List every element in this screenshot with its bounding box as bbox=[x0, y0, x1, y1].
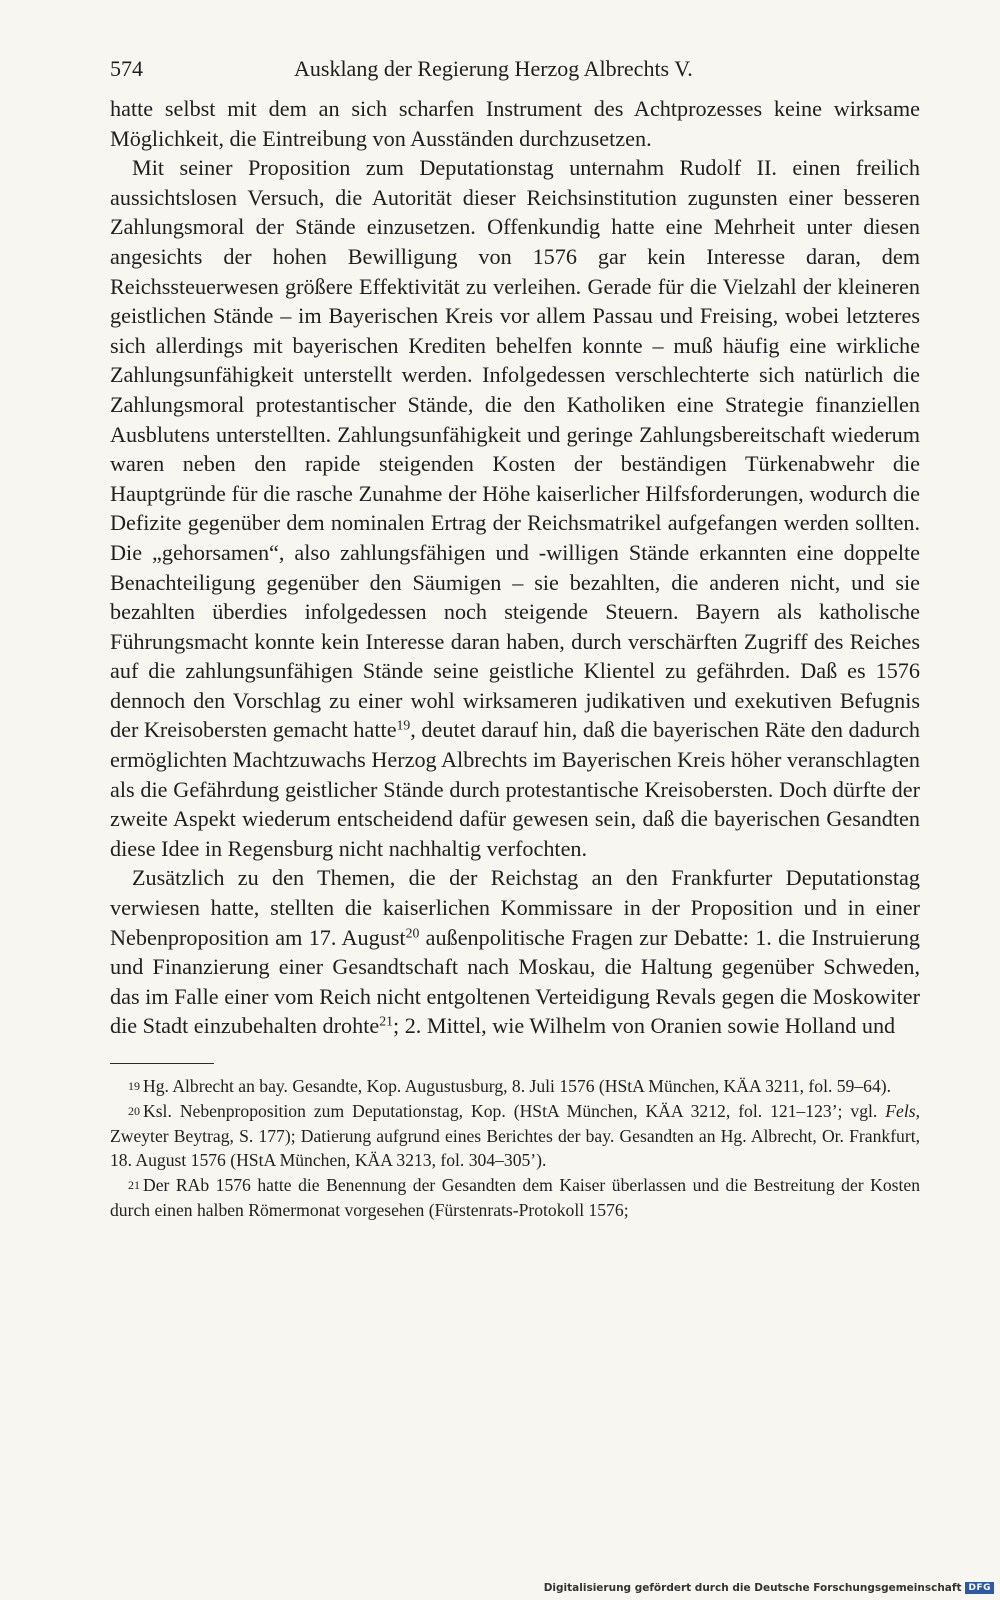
paragraph-3-text-c: ; 2. Mittel, wie Wilhelm von Oranien sowie Holland und bbox=[393, 1013, 896, 1039]
footnote-21 bbox=[110, 1173, 920, 1222]
footnote-marker: 20 bbox=[128, 1104, 140, 1118]
body-text bbox=[110, 94, 920, 1041]
footnote-ref-21[interactable]: 21 bbox=[379, 1013, 393, 1029]
page-number: 574 bbox=[110, 56, 143, 81]
footnote-divider bbox=[110, 1063, 214, 1064]
paragraph-3-text-a: Zusätzlich zu den Themen, die der Reichstag an den Frankfurter Deputationstag verwiesen hatte, stellten die kaiserlichen Kommissare in der Proposition und in einer Nebenproposition am 17. August bbox=[110, 865, 920, 950]
page-header bbox=[110, 50, 920, 92]
footnotes bbox=[110, 1074, 920, 1222]
paragraph-1: hatte selbst mit dem an sich scharfen Instrument des Achtprozesses keine wirksame Möglichkeit, die Eintreibung von Ausständen durchzusetzen. bbox=[110, 96, 920, 151]
footnote-text-b: , Zweyter Beytrag, S. 177); Datierung aufgrund eines Berichtes der bay. Gesandten an Hg. Albrecht, Or. Frankfurt, 18. August 1576 (HStA München, KÄA 3213, fol. 304–305’). bbox=[110, 1100, 920, 1171]
footnote-ref-19[interactable]: 19 bbox=[396, 717, 411, 733]
footnote-19 bbox=[110, 1074, 920, 1099]
footnote-ref-20[interactable]: 20 bbox=[405, 925, 420, 941]
footnote-marker: 21 bbox=[128, 1177, 140, 1192]
footnote-author-italic: Fels bbox=[885, 1100, 916, 1121]
dfg-logo-icon: DFG bbox=[965, 1582, 994, 1594]
footnote-text: Hg. Albrecht an bay. Gesandte, Kop. Augustusburg, 8. Juli 1576 (HStA München, KÄA 3211, fol. 59–64). bbox=[143, 1076, 891, 1096]
book-page bbox=[110, 50, 920, 1590]
footnote-text-a: Ksl. Nebenproposition zum Deputationstag, Kop. (HStA München, KÄA 3212, fol. 121–123’; vgl. bbox=[143, 1100, 886, 1121]
footnote-text: Der RAb 1576 hatte die Benennung der Gesandten dem Kaiser überlassen und die Bestreitung der Kosten durch einen halben Römermonat vorgesehen (Fürstenrats-Protokoll 1576; bbox=[110, 1174, 920, 1220]
paragraph-2-text-b: , deutet darauf hin, daß die bayerischen Räte den dadurch ermöglichten Machtzuwachs Herzog Albrechts im Bayerischen Kreis höher veranschlagten als die Gefährdung geistlicher Stände durch protestantische Kreisobersten. Doch dürfte der zweite Aspekt wiederum entscheidend dafür gewesen sein, daß die bayerischen Gesandten diese Idee in Regensburg nicht nachhaltig verfochten. bbox=[110, 717, 920, 861]
paragraph-3-text-b: außenpolitische Fragen zur Debatte: 1. die Instruierung und Finanzierung einer Gesandtschaft nach Moskau, die Haltung gegenüber Schweden, das im Falle einer vom Reich nicht entgoltenen Verteidigung Revals gegen die Moskowiter die Stadt einzubehalten drohte bbox=[110, 924, 920, 1039]
footnote-20 bbox=[110, 1099, 920, 1173]
running-head: Ausklang der Regierung Herzog Albrechts V. bbox=[294, 56, 693, 81]
paragraph-3 bbox=[110, 863, 920, 1041]
paragraph-2-text-a: Mit seiner Proposition zum Deputationstag unternahm Rudolf II. einen freilich aussichtslosen Versuch, die Autorität dieser Reichsinstitution zugunsten einer besseren Zahlungsmoral der Stände einzusetzen. Offenkundig hatte eine Mehrheit unter diesen angesichts der hohen Bewilligung von 1576 gar kein Interesse daran, dem Reichssteuerwesen größere Effektivität zu verleihen. Gerade für die Vielzahl der kleineren geistlichen Stände – im Bayerischen Kreis vor allem Passau und Freising, wobei letzteres sich allerdings mit bayerischen Krediten behelfen konnte – muß häufig eine wirkliche Zahlungsunfähigkeit unterstellt werden. Infolgedessen verschlechterte sich natürlich die Zahlungsmoral protestantischer Stände, die den Katholiken eine Strategie finanziellen Ausblutens unterstellten. Zahlungsunfähigkeit und geringe Zahlungsbereitschaft wiederum waren neben den rapide steigenden Kosten der beständigen Türkenabwehr die Hauptgründe für die rasche Zunahme der Höhe kaiserlicher Hilfsforderungen, wodurch die Defizite gegenüber dem nominalen Ertrag der Reichsmatrikel aufgefangen werden sollten. Die „gehorsamen“, also zahlungsfähigen und -willigen Stände erkannten eine doppelte Benachteiligung gegenüber den Säumigen – sie bezahlten, die anderen nicht, und sie bezahlten überdies infolgedessen noch steigende Steuern. Bayern als katholische Führungsmacht konnte kein Interesse daran haben, durch verschärften Zugriff des Reiches auf die zahlungsunfähigen Stände seine geistliche Klientel zu gefährden. Daß es 1576 dennoch den Vorschlag zu einer wohl wirksameren judikativen und exekutiven Befugnis der Kreisobersten gemacht hatte bbox=[110, 155, 920, 743]
paragraph-2 bbox=[110, 153, 920, 863]
digitization-note: Digitalisierung gefördert durch die Deutsche Forschungsgemeinschaft bbox=[543, 1582, 962, 1594]
footnote-marker: 19 bbox=[128, 1079, 140, 1094]
digitization-credit bbox=[544, 1582, 994, 1594]
